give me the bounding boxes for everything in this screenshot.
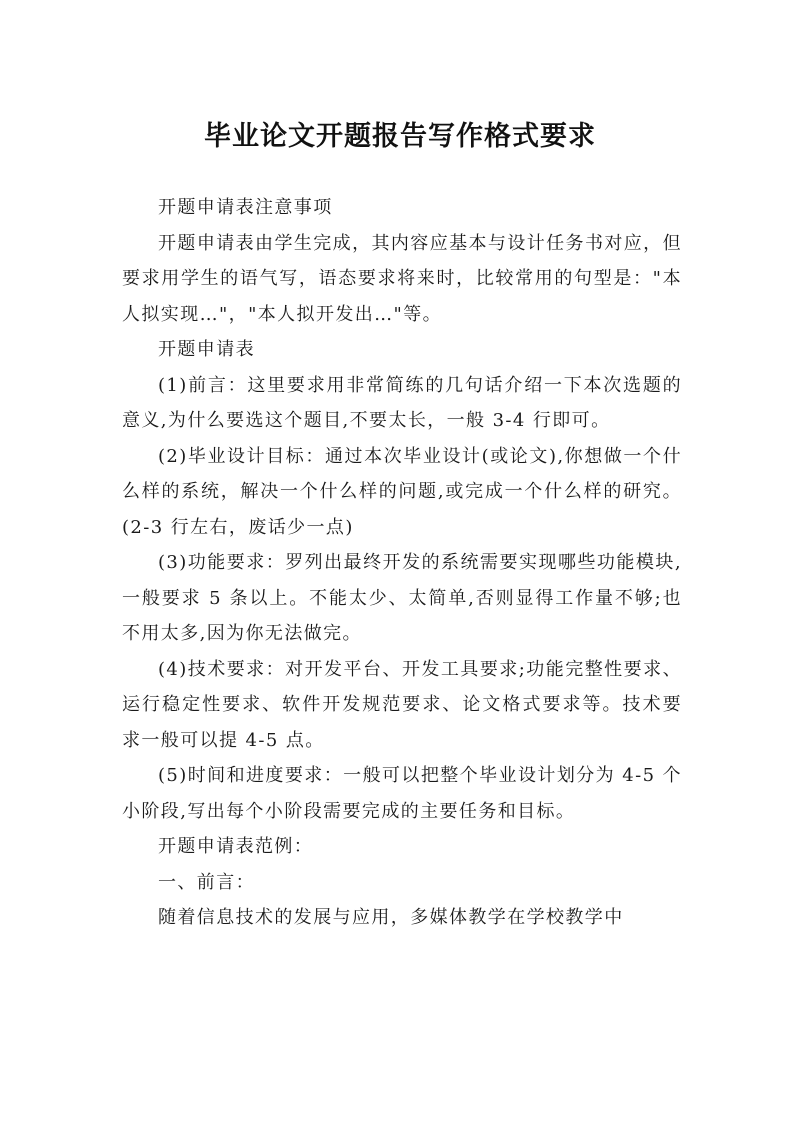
paragraph-item-goal: (2)毕业设计目标：通过本次毕业设计(或论文),你想做一个什么样的系统，解决一个什么样的问题,或完成一个什么样的研究。(2-3 行左右，废话少一点) [122,445,682,538]
paragraph-item-preface: (1)前言：这里要求用非常简练的几句话介绍一下本次选题的意义,为什么要选这个题目,不要太长，一般 3-4 行即可。 [122,374,682,431]
paragraph-example-heading: 开题申请表范例： [158,836,314,857]
paragraph-body-text: 随着信息技术的发展与应用，多媒体教学在学校教学中 [158,907,624,928]
paragraph-item-technical: (4)技术要求：对开发平台、开发工具要求;功能完整性要求、运行稳定性要求、软件开发规范要求、论文格式要求等。技术要求一般可以提 4-5 点。 [122,658,682,751]
paragraph-notes-content: 开题申请表由学生完成，其内容应基本与设计任务书对应，但要求用学生的语气写，语态要求将来时，比较常用的句型是："本人拟实现…"，"本人拟开发出…"等。 [122,232,682,325]
document-body [122,190,682,936]
paragraph-item-function: (3)功能要求：罗列出最终开发的系统需要实现哪些功能模块,一般要求 5 条以上。不能太少、太简单,否则显得工作量不够;也不用太多,因为你无法做完。 [122,552,682,644]
paragraph-section-preface: 一、前言： [158,871,255,893]
document-title: 毕业论文开题报告写作格式要求 [204,121,596,153]
paragraph-form-heading: 开题申请表 [158,339,255,360]
paragraph-notes-heading: 开题申请表注意事项 [158,197,333,218]
paragraph-item-schedule: (5)时间和进度要求：一般可以把整个毕业设计划分为 4-5 个小阶段,写出每个小阶段需要完成的主要任务和目标。 [122,765,682,822]
